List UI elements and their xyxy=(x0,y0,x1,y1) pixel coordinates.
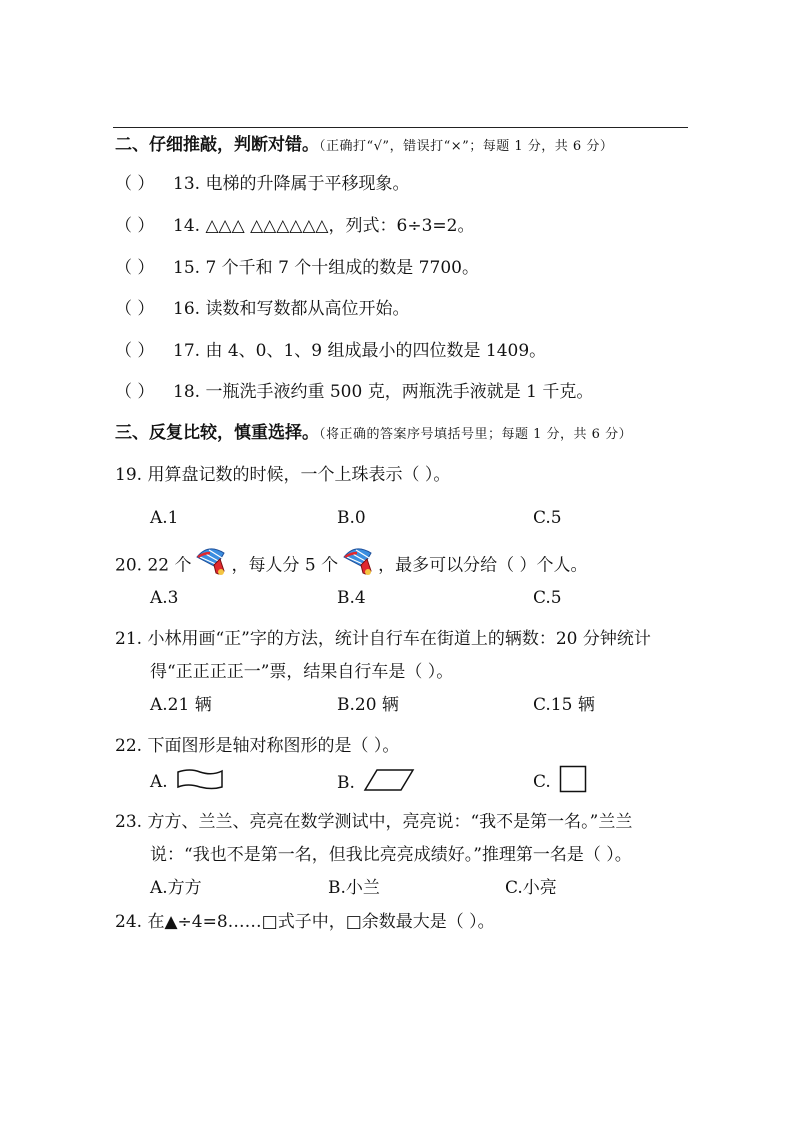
item-text: 14. △△△ △△△△△△，列式：6÷3=2。 xyxy=(173,216,475,236)
top-rule xyxy=(113,127,688,128)
q20-option-a[interactable]: A.3 xyxy=(150,588,179,608)
question-22: 22. 下面图形是轴对称图形的是（ ）。 xyxy=(115,736,400,756)
question-21-line1: 21. 小林用画“正”字的方法，统计自行车在街道上的辆数：20 分钟统计 xyxy=(115,629,651,649)
section3-heading xyxy=(115,421,632,447)
shuttlecock-icon xyxy=(341,545,375,587)
question-23-line2: 说：“我也不是第一名，但我比亮亮成绩好。”推理第一名是（ ）。 xyxy=(150,845,632,865)
section3-note: （将正确的答案序号填括号里；每题 1 分，共 6 分） xyxy=(319,427,633,442)
q21-option-c[interactable]: C.15 辆 xyxy=(533,695,595,715)
section2-note: （正确打“√”，错误打“×”；每题 1 分，共 6 分） xyxy=(319,139,614,154)
judge-item-15 xyxy=(115,256,479,280)
answer-paren[interactable]: （ ） xyxy=(115,299,155,319)
item-text: 18. 一瓶洗手液约重 500 克，两瓶洗手液就是 1 千克。 xyxy=(173,382,594,402)
question-24: 24. 在▲÷4=8……□式子中，□余数最大是（ ）。 xyxy=(115,912,495,932)
section3-title: 三、反复比较，慎重选择。 xyxy=(115,423,319,443)
wavy-rectangle-icon xyxy=(176,768,224,797)
square-icon xyxy=(559,765,587,800)
judge-item-14 xyxy=(115,214,474,238)
q23-option-b[interactable]: B.小兰 xyxy=(328,878,380,898)
q23-option-c[interactable]: C.小亮 xyxy=(505,878,557,898)
q23-option-a[interactable]: A.方方 xyxy=(150,878,202,898)
q22-option-a[interactable] xyxy=(150,768,224,797)
section2-heading xyxy=(115,133,613,159)
answer-paren[interactable]: （ ） xyxy=(115,216,155,236)
answer-paren[interactable]: （ ） xyxy=(115,341,155,361)
section2-title: 二、仔细推敲，判断对错。 xyxy=(115,135,319,155)
q21-option-a[interactable]: A.21 辆 xyxy=(150,695,212,715)
item-text: 13. 电梯的升降属于平移现象。 xyxy=(173,174,410,194)
q22-option-c[interactable] xyxy=(533,765,587,800)
answer-paren[interactable]: （ ） xyxy=(115,174,155,194)
q19-option-a[interactable]: A.1 xyxy=(150,508,179,528)
judge-item-16 xyxy=(115,297,409,321)
answer-paren[interactable]: （ ） xyxy=(115,382,155,402)
q21-option-b[interactable]: B.20 辆 xyxy=(337,695,399,715)
q20-text-part2: ，每人分 5 个 xyxy=(231,555,339,576)
q20-option-c[interactable]: C.5 xyxy=(533,588,562,608)
q19-option-b[interactable]: B.0 xyxy=(337,508,366,528)
judge-item-13 xyxy=(115,172,409,196)
judge-item-17 xyxy=(115,339,546,363)
q20-text-part1: 20. 22 个 xyxy=(115,555,192,576)
q22-option-a-label: A. xyxy=(150,772,168,792)
item-text: 15. 7 个千和 7 个十组成的数是 7700。 xyxy=(173,258,479,278)
question-23-line1: 23. 方方、兰兰、亮亮在数学测试中，亮亮说：“我不是第一名。”兰兰 xyxy=(115,812,633,832)
question-19: 19. 用算盘记数的时候，一个上珠表示（ ）。 xyxy=(115,465,451,485)
q20-option-b[interactable]: B.4 xyxy=(337,588,366,608)
answer-paren[interactable]: （ ） xyxy=(115,258,155,278)
item-text: 17. 由 4、0、1、9 组成最小的四位数是 1409。 xyxy=(173,341,547,361)
shuttlecock-icon xyxy=(194,545,228,587)
judge-item-18 xyxy=(115,380,593,404)
q20-text-part3: ，最多可以分给（ ）个人。 xyxy=(378,555,588,576)
parallelogram-icon xyxy=(363,768,415,799)
q22-option-c-label: C. xyxy=(533,772,551,792)
question-20 xyxy=(115,545,588,587)
q19-option-c[interactable]: C.5 xyxy=(533,508,562,528)
q22-option-b[interactable] xyxy=(337,768,415,799)
question-21-line2: 得“正正正正一”票，结果自行车是（ ）。 xyxy=(150,662,454,682)
item-text: 16. 读数和写数都从高位开始。 xyxy=(173,299,410,319)
q22-option-b-label: B. xyxy=(337,773,355,793)
